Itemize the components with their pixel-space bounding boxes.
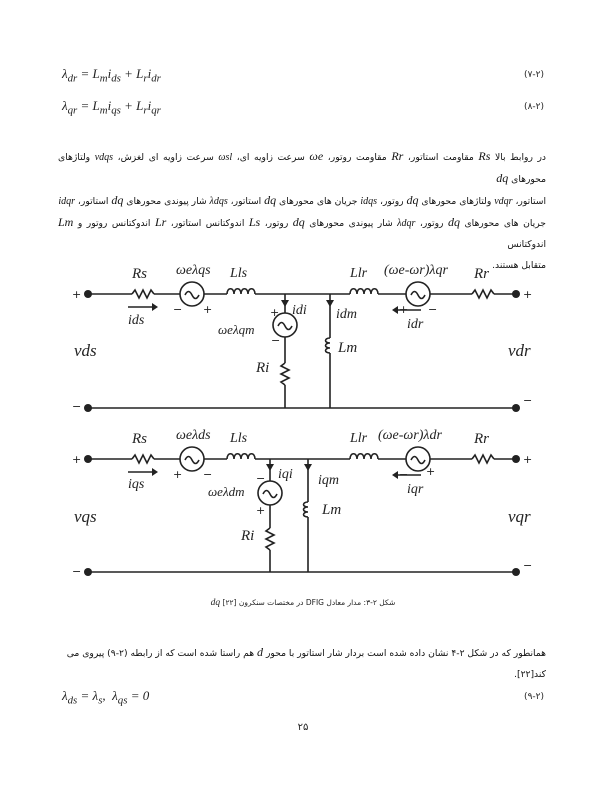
d-ri-resistor [281, 363, 289, 385]
terminal-ds-minus [84, 404, 92, 412]
page-number: ۲۵ [297, 722, 309, 733]
d-lls-label: Lls [230, 266, 248, 281]
terminal-dr-plus [512, 290, 520, 298]
equation-9: $\lambda_{ds} = \lambda_s$, $\lambda_{qs} = 0$ [62, 688, 150, 707]
arrow-ids [152, 303, 158, 311]
paragraph-line: جریان های محورهای dq روتور، λdqr شار پیوندی محورهای dq روتور، Ls اندوکتانس استاتور، Lr اندوکتانس روتور و Lm اندوکتانس [58, 215, 546, 250]
arrow-iqr [392, 471, 398, 479]
q-ri-resistor [266, 528, 274, 550]
q-vqs-label: vqs [74, 507, 97, 526]
q-ri-label: Ri [241, 528, 255, 544]
d-idm-label: idm [336, 307, 357, 322]
q-src1-plus: + [173, 468, 183, 481]
d-core-source-label: ωeλqm [218, 322, 255, 337]
q-axis-circuit [88, 447, 516, 572]
terminal-qs-plus [84, 455, 92, 463]
arrow-iqs [152, 468, 158, 476]
q-src1-minus: − [203, 468, 213, 481]
alignment-paragraph [58, 642, 546, 685]
arrow-idm [326, 300, 334, 307]
q-vqr-label: vqr [508, 507, 531, 526]
q-lm-inductor [304, 502, 309, 517]
q-source1-label: ωeλds [176, 428, 211, 443]
q-vs-minus: − [72, 565, 82, 578]
terminal-qr-minus [512, 568, 520, 576]
d-vs-plus: + [72, 288, 82, 301]
d-idr-label: idr [407, 317, 424, 332]
d-vds-label: vds [74, 341, 97, 360]
terminal-qs-minus [84, 568, 92, 576]
q-lls-inductor [227, 454, 255, 459]
equation-8-number: (۸-۲) [524, 102, 544, 112]
equation-7: $\lambda_{dr} = L_mi_{ds} + L_ri_{dr}$ [62, 66, 161, 85]
paragraph-line: در روابط بالا Rs مقاومت استاتور، Rr مقاومت روتور، ωe سرعت زاویه ای، ωsl سرعت زاویه ای لغزش، vdqs ولتاژهای محورهای dq [58, 149, 546, 185]
q-llr-label: Llr [350, 431, 368, 446]
arrow-iqm [304, 464, 312, 471]
q-source2-label: (ωe-ωr)λdr [378, 428, 442, 443]
q-iqi-label: iqi [278, 467, 293, 482]
q-lls-label: Lls [230, 431, 248, 446]
d-source2-label: (ωe-ωr)λqr [384, 263, 448, 278]
d-core-plus: + [270, 306, 280, 319]
equation-7-number: (۷-۲) [524, 70, 544, 80]
q-vr-plus: + [523, 453, 533, 466]
d-src2-minus: − [428, 303, 438, 316]
d-vr-plus: + [523, 288, 533, 301]
terminal-dr-minus [512, 404, 520, 412]
d-llr-label: Llr [350, 266, 368, 281]
d-src1-minus: − [173, 303, 183, 316]
d-rs-label: Rs [132, 266, 147, 282]
d-source1-label: ωeλqs [176, 263, 211, 278]
paragraph-line: همانطور که در شکل ۲-۴ نشان داده شده است بردار شار استاتور با محور d هم راستا شده است که از رابطه (۲-۹) پیروی می [66, 645, 546, 659]
q-iqs-label: iqs [128, 477, 145, 492]
q-src2-plus: + [426, 465, 436, 478]
q-lm-label: Lm [322, 502, 342, 518]
equation-9-number: (۹-۲) [524, 692, 544, 702]
paragraph-line: استاتور، vdqr ولتاژهای محورهای dq روتور، idqs جریان های محورهای dq استاتور، λdqs شار پیوندی محورهای dq استاتور، idqr [58, 193, 546, 207]
d-idi-label: idi [292, 303, 307, 318]
q-core-plus: + [256, 504, 266, 517]
figure-caption: شکل ۲-۳: مدار معادل DFIG در مختصات سنکرون dq [۲۲] [210, 598, 396, 608]
q-rs-resistor [132, 455, 154, 463]
d-vr-minus: − [523, 394, 533, 407]
d-ids-label: ids [128, 313, 145, 328]
d-src1-plus: + [203, 303, 213, 316]
q-rr-resistor [472, 455, 494, 463]
d-rr-label: Rr [474, 266, 489, 282]
q-vr-minus: − [523, 559, 533, 572]
arrow-idr [392, 306, 398, 314]
d-rr-resistor [472, 290, 494, 298]
q-iqm-label: iqm [318, 473, 339, 488]
equation-8: $\lambda_{qr} = L_mi_{qs} + L_ri_{qr}$ [62, 98, 161, 117]
q-iqr-label: iqr [407, 482, 424, 497]
q-rs-label: Rs [132, 431, 147, 447]
d-vdr-label: vdr [508, 341, 531, 360]
q-rr-label: Rr [474, 431, 489, 447]
q-core-source-label: ωeλdm [208, 484, 245, 499]
terminal-ds-plus [84, 290, 92, 298]
d-lls-inductor [227, 289, 255, 294]
d-lm-inductor [326, 338, 331, 353]
d-axis-circuit [88, 282, 516, 408]
d-vs-minus: − [72, 400, 82, 413]
terminal-qr-plus [512, 455, 520, 463]
arrow-idi [281, 300, 289, 307]
d-src2-plus: + [399, 303, 409, 316]
paragraph-line: کند[۲۲]. [514, 669, 546, 680]
d-llr-inductor [350, 289, 378, 294]
dfig-equivalent-circuit [60, 250, 550, 590]
paragraph-line: متقابل هستند. [492, 260, 546, 271]
d-rs-resistor [132, 290, 154, 298]
q-core-minus: − [256, 472, 266, 485]
arrow-iqi [266, 464, 274, 471]
d-ri-label: Ri [256, 360, 270, 376]
q-vs-plus: + [72, 453, 82, 466]
q-llr-inductor [350, 454, 378, 459]
q-src2-minus: − [399, 468, 409, 481]
d-lm-label: Lm [338, 340, 358, 356]
d-core-minus: − [271, 334, 281, 347]
